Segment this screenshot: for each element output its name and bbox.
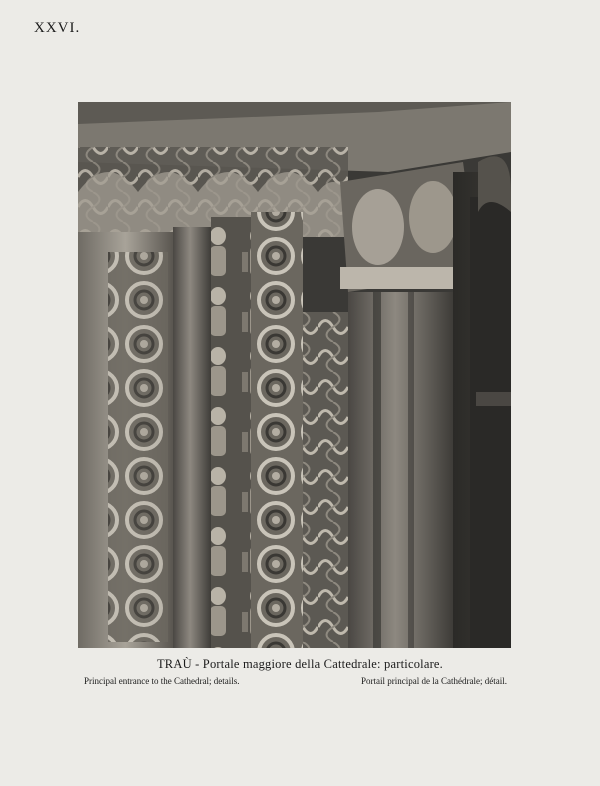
portal-photograph <box>78 102 511 648</box>
caption-english: Principal entrance to the Cathedral; details. <box>84 676 240 686</box>
plate-number: XXVI. <box>34 20 81 36</box>
caption-french: Portail principal de la Cathédrale; détail. <box>361 676 507 686</box>
caption-title: TRAÙ - Portale maggiore della Cattedrale: particolare. <box>156 657 444 671</box>
